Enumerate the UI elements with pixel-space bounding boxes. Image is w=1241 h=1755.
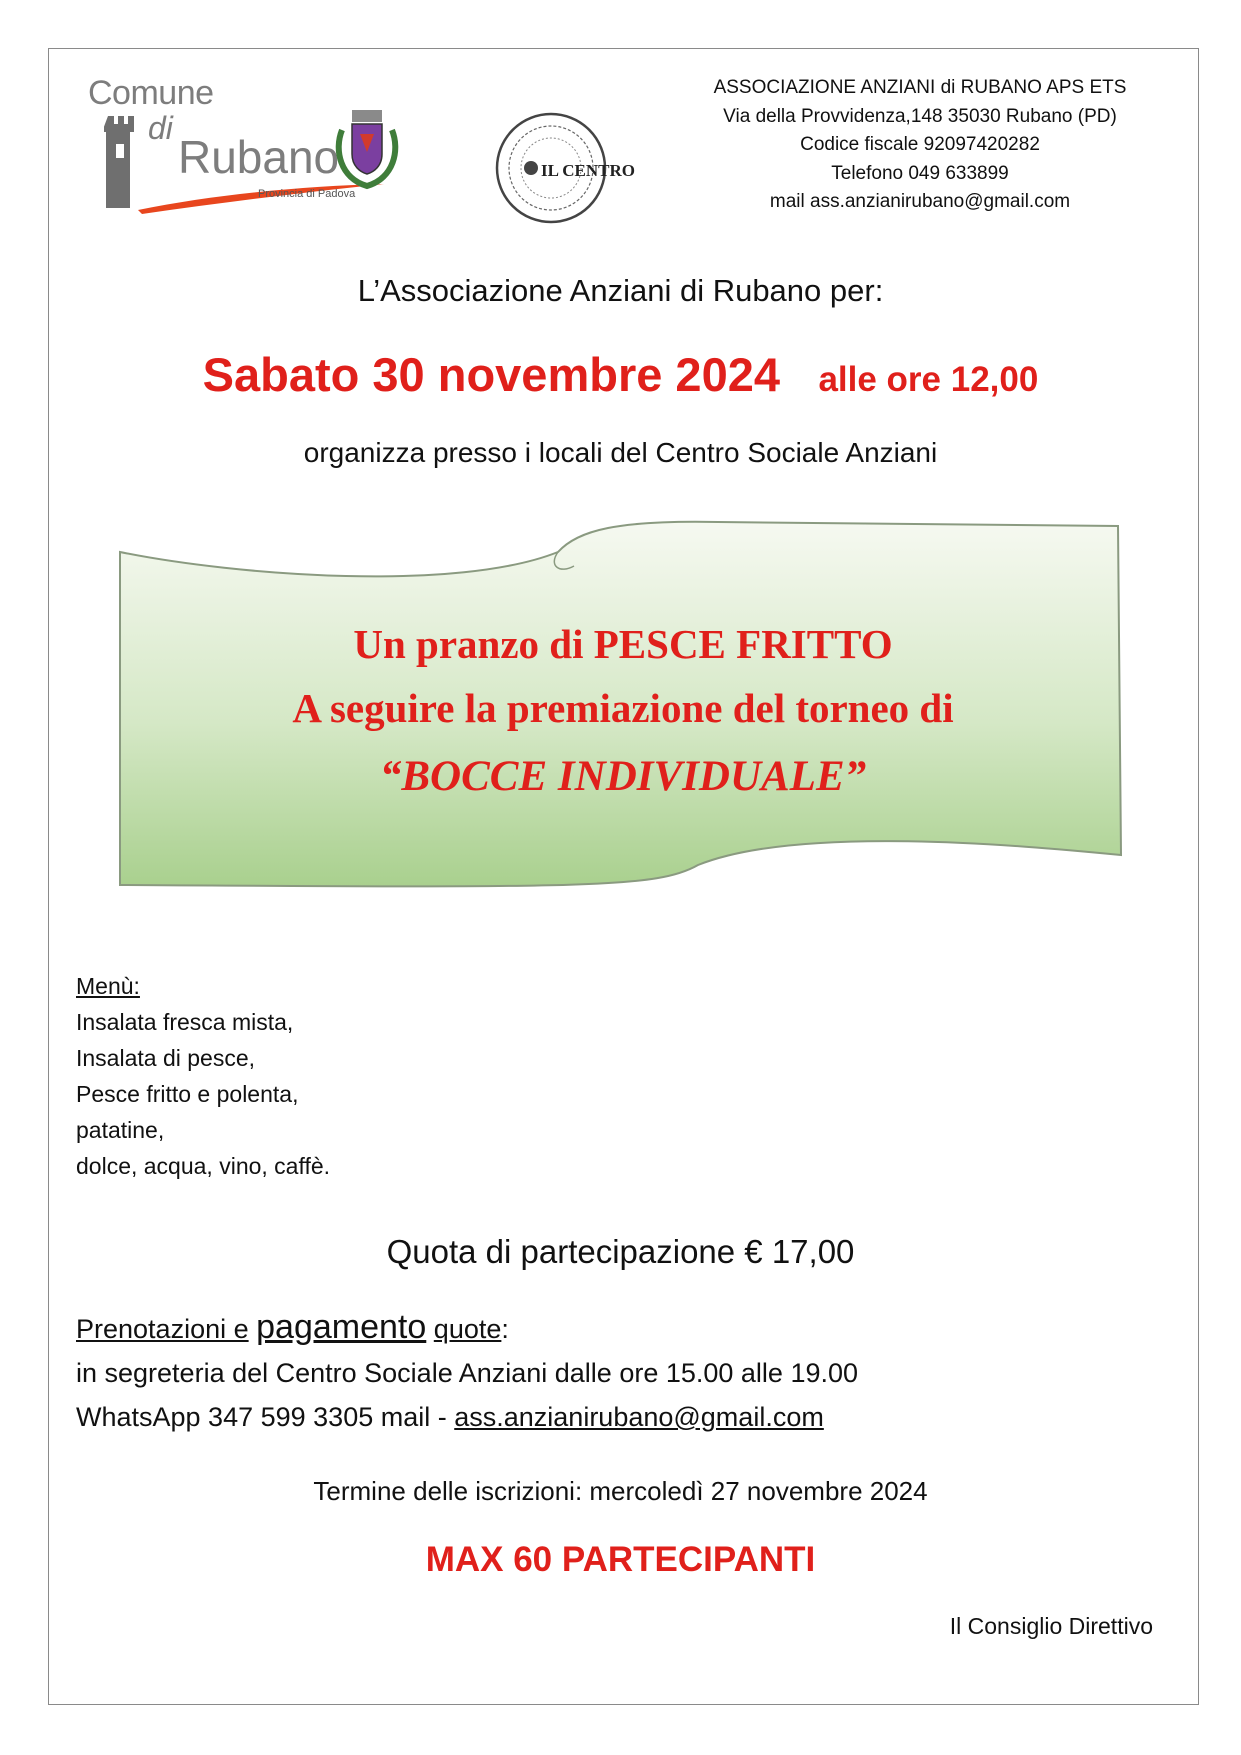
- logo-rubano-word: Rubano: [178, 131, 340, 183]
- intro-text: L’Associazione Anziani di Rubano per:: [357, 273, 884, 308]
- stamp-seal-icon: [495, 106, 665, 236]
- menu-item: Pesce fritto e polenta,: [76, 1081, 299, 1107]
- municipal-crest-icon: [332, 100, 402, 190]
- association-name: ASSOCIAZIONE ANZIANI di RUBANO APS ETS: [713, 77, 1127, 98]
- banner-line-3: “BOCCE INDIVIDUALE”: [379, 753, 867, 800]
- prenotazioni-segreteria: in segreteria del Centro Sociale Anziani dalle ore 15.00 alle 19.00: [76, 1358, 859, 1388]
- comune-di-rubano-logo: [86, 70, 406, 220]
- quota-text: Quota di partecipazione € 17,00: [386, 1233, 855, 1270]
- signature: Il Consiglio Direttivo: [949, 1613, 1153, 1639]
- prenotazioni-block: [76, 1305, 858, 1439]
- prenotazioni-title-b: pagamento: [256, 1308, 427, 1346]
- association-telefono: Telefono 049 633899: [831, 162, 1009, 184]
- menu-title: Menù:: [76, 973, 140, 999]
- menu-item: Insalata di pesce,: [76, 1045, 256, 1071]
- tower-icon: [104, 114, 140, 210]
- association-mail: mail ass.anzianirubano@gmail.com: [769, 191, 1071, 212]
- banner-line-1: Un pranzo di PESCE FRITTO: [353, 621, 893, 667]
- stamp-label: IL CENTRO: [541, 161, 635, 180]
- association-address: Via della Provvidenza,148 35030 Rubano (PD): [723, 105, 1117, 127]
- prenotazioni-title-colon: :: [501, 1314, 509, 1344]
- prenotazioni-contacts: [76, 1395, 858, 1439]
- menu-item: dolce, acqua, vino, caffè.: [76, 1153, 331, 1179]
- email-link[interactable]: ass.anzianirubano@gmail.com: [454, 1402, 824, 1432]
- logo-di-word: di: [148, 110, 173, 146]
- association-info: [660, 74, 1180, 217]
- whatsapp-text: WhatsApp 347 599 3305 mail -: [76, 1402, 455, 1432]
- event-place: organizza presso i locali del Centro Sociale Anziani: [303, 437, 938, 468]
- max-partecipanti: MAX 60 PARTECIPANTI: [425, 1540, 816, 1579]
- menu-item: Insalata fresca mista,: [76, 1009, 294, 1035]
- il-centro-stamp: [495, 106, 665, 236]
- prenotazioni-title: [76, 1305, 858, 1351]
- event-time: alle ore 12,00: [818, 360, 1039, 399]
- prenotazioni-title-a: Prenotazioni e: [76, 1314, 249, 1344]
- event-date: Sabato 30 novembre 2024: [202, 348, 780, 401]
- menu-block: [76, 968, 330, 1184]
- logo-comune-word: Comune: [88, 74, 214, 112]
- logo-provincia: Provincia di Padova: [258, 188, 356, 200]
- association-codice-fiscale: Codice fiscale 92097420282: [800, 134, 1040, 155]
- banner-line-2: A seguire la premiazione del torneo di: [292, 685, 954, 731]
- prenotazioni-title-c: quote: [433, 1314, 502, 1344]
- termine-iscrizioni: Termine delle iscrizioni: mercoledì 27 novembre 2024: [313, 1476, 928, 1506]
- event-date-line: [0, 347, 1241, 402]
- menu-item: patatine,: [76, 1117, 165, 1143]
